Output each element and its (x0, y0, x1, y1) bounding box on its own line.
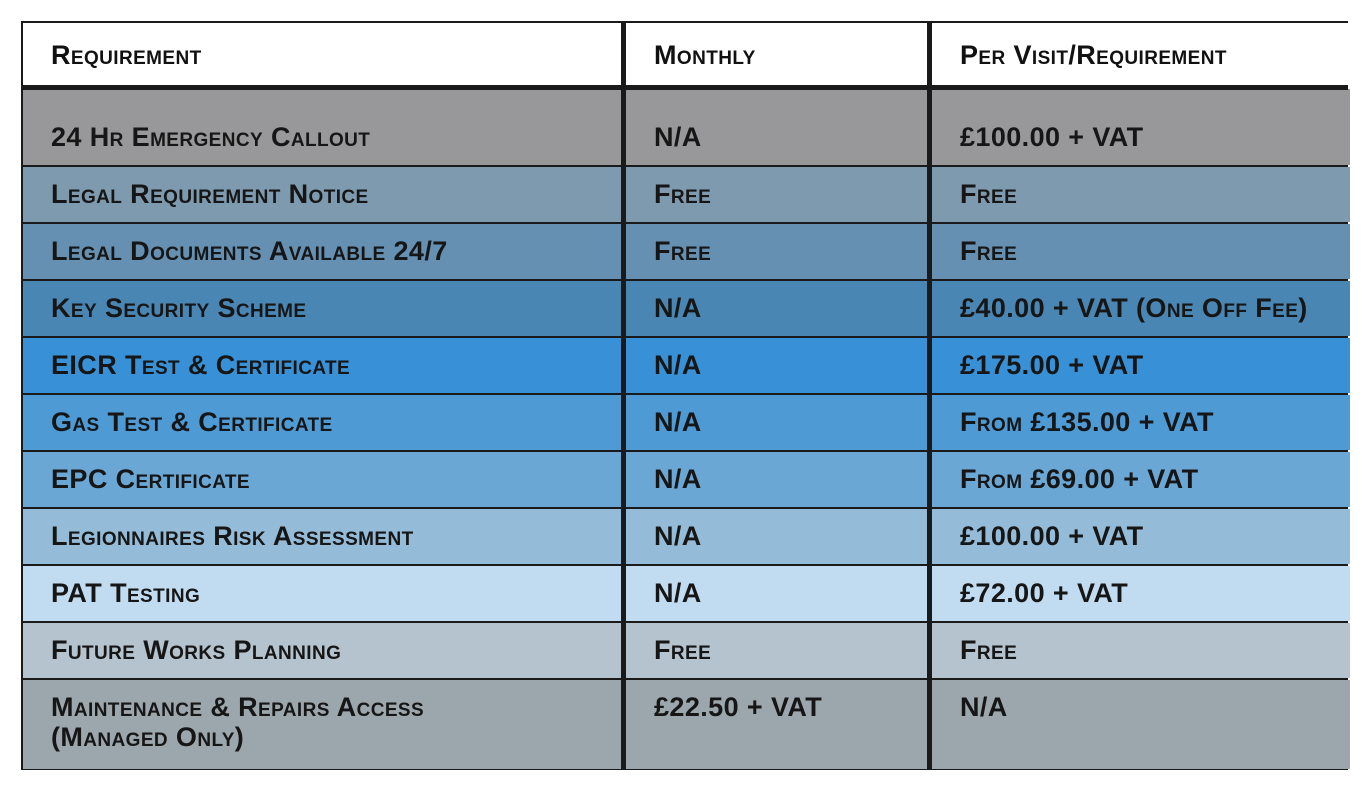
cell-monthly: N/A (626, 566, 927, 621)
cell-per-visit: £72.00 + VAT (932, 566, 1350, 621)
cell-per-visit: £100.00 + VAT (932, 509, 1350, 564)
cell-monthly: N/A (626, 509, 927, 564)
cell-requirement: Legal Documents Available 24/7 (23, 224, 621, 279)
cell-requirement: PAT Testing (23, 566, 621, 621)
cell-per-visit: From £135.00 + VAT (932, 395, 1350, 450)
cell-requirement (23, 680, 621, 769)
cell-requirement: EPC Certificate (23, 452, 621, 507)
cell-requirement: EICR Test & Certificate (23, 338, 621, 393)
header-per-visit: Per Visit/Requirement (932, 23, 1350, 87)
cell-monthly: Free (626, 167, 927, 222)
cell-per-visit: Free (932, 623, 1350, 678)
requirement-multiline (51, 692, 424, 752)
cell-per-visit: Free (932, 167, 1350, 222)
requirement-line-2: (Managed Only) (51, 722, 245, 752)
cell-per-visit: N/A (932, 680, 1350, 769)
cell-requirement: Gas Test & Certificate (23, 395, 621, 450)
pricing-table (21, 21, 1348, 770)
cell-requirement: Legal Requirement Notice (23, 167, 621, 222)
cell-per-visit: Free (932, 224, 1350, 279)
cell-per-visit: £40.00 + VAT (One Off Fee) (932, 281, 1350, 336)
cell-monthly: N/A (626, 395, 927, 450)
cell-per-visit: £100.00 + VAT (932, 89, 1350, 165)
cell-requirement: 24 Hr Emergency Callout (23, 89, 621, 165)
cell-monthly: N/A (626, 89, 927, 165)
cell-monthly: N/A (626, 338, 927, 393)
cell-monthly: £22.50 + VAT (626, 680, 927, 769)
cell-monthly: N/A (626, 452, 927, 507)
header-monthly: Monthly (626, 23, 927, 87)
cell-monthly: Free (626, 623, 927, 678)
requirement-line-1: Maintenance & Repairs Access (51, 692, 425, 722)
cell-requirement: Future Works Planning (23, 623, 621, 678)
cell-monthly: Free (626, 224, 927, 279)
header-requirement: Requirement (23, 23, 621, 87)
cell-per-visit: £175.00 + VAT (932, 338, 1350, 393)
header-divider (21, 85, 1348, 90)
cell-monthly: N/A (626, 281, 927, 336)
cell-per-visit: From £69.00 + VAT (932, 452, 1350, 507)
cell-requirement: Legionnaires Risk Assessment (23, 509, 621, 564)
cell-requirement: Key Security Scheme (23, 281, 621, 336)
